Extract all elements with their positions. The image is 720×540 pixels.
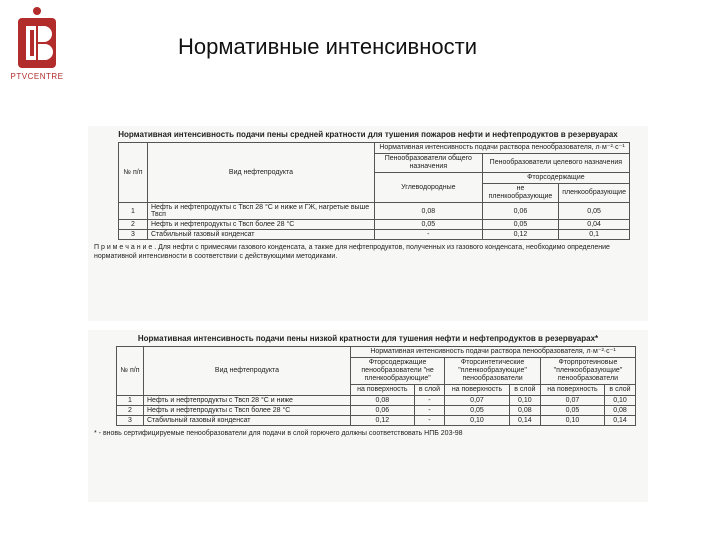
table-row bbox=[119, 220, 630, 230]
row-value: 0,06 bbox=[482, 203, 559, 220]
row-product: Нефть и нефтепродукты с Твсп 28 °С и ниже и ГЖ, нагретые выше Твсп bbox=[148, 203, 375, 220]
row-value: - bbox=[414, 396, 445, 406]
row-product: Нефть и нефтепродукты с Твсп 28 °С и ниже bbox=[144, 396, 351, 406]
row-value: 0,08 bbox=[605, 406, 636, 416]
table1-header-film: пленкообразующие bbox=[559, 184, 630, 203]
table1 bbox=[118, 142, 630, 240]
table1-header-non-film: не пленкообразующие bbox=[482, 184, 559, 203]
scan-table-low-expansion bbox=[88, 330, 648, 502]
row-value: 0,10 bbox=[605, 396, 636, 406]
row-value: 0,08 bbox=[351, 396, 415, 406]
row-value: 0,06 bbox=[351, 406, 415, 416]
row-number: 1 bbox=[117, 396, 144, 406]
row-number: 3 bbox=[117, 416, 144, 426]
table-row bbox=[117, 396, 636, 406]
table1-header-intensity: Нормативная интенсивность подачи раствора пенообразователя, л·м⁻²·с⁻¹ bbox=[375, 143, 630, 154]
row-value: - bbox=[414, 406, 445, 416]
table2-header-group1: Фторсодержащие пенообразователи "не пленкообразующие" bbox=[351, 358, 445, 385]
table1-note: П р и м е ч а н и е . Для нефти с примесями газового конденсата, а также для нефтепродуктов, полученных из газового конденсата, необходимо определение нормативной интенсивности в соответствии с действующими методиками. bbox=[94, 244, 610, 260]
table1-title: Нормативная интенсивность подачи пены средней кратности для тушения пожаров нефти и нефтепродуктов в резервуарах bbox=[118, 130, 618, 139]
table2-header-intensity: Нормативная интенсивность подачи раствора пенообразователя, л·м⁻²·с⁻¹ bbox=[351, 347, 636, 358]
row-value: 0,07 bbox=[445, 396, 510, 406]
scan-table-medium-expansion bbox=[88, 126, 648, 321]
table-row bbox=[119, 230, 630, 240]
row-value: 0,14 bbox=[509, 416, 540, 426]
table-row bbox=[117, 406, 636, 416]
row-value: 0,1 bbox=[559, 230, 630, 240]
logo-text: PTVCENTRE bbox=[10, 72, 64, 81]
table2-header-layer: в слой bbox=[605, 385, 636, 396]
ptvcentre-logo bbox=[8, 6, 66, 88]
table-row bbox=[119, 203, 630, 220]
table2 bbox=[116, 346, 636, 426]
table2-header-product: Вид нефтепродукта bbox=[144, 347, 351, 396]
table2-header-group3: Фторпротеиновые "пленкообразующие" пенообразователи bbox=[540, 358, 635, 385]
row-value: 0,10 bbox=[509, 396, 540, 406]
table1-header-product: Вид нефтепродукта bbox=[148, 143, 375, 203]
row-value: 0,05 bbox=[375, 220, 483, 230]
table2-header-layer: в слой bbox=[414, 385, 445, 396]
row-number: 2 bbox=[119, 220, 148, 230]
row-product: Стабильный газовый конденсат bbox=[144, 416, 351, 426]
table1-header-target: Пенообразователи целевого назначения bbox=[482, 154, 629, 173]
table2-header-num: № п/п bbox=[117, 347, 144, 396]
table2-header-group2: Фторсинтетические "пленкообразующие" пенообразователи bbox=[445, 358, 541, 385]
row-value: 0,08 bbox=[375, 203, 483, 220]
row-value: 0,08 bbox=[509, 406, 540, 416]
row-product: Стабильный газовый конденсат bbox=[148, 230, 375, 240]
row-product: Нефть и нефтепродукты с Твсп более 28 °С bbox=[148, 220, 375, 230]
row-number: 1 bbox=[119, 203, 148, 220]
table1-header-num: № п/п bbox=[119, 143, 148, 203]
row-value: 0,10 bbox=[445, 416, 510, 426]
table2-title: Нормативная интенсивность подачи пены низкой кратности для тушения нефти и нефтепродуктов в резервуарах* bbox=[137, 334, 599, 343]
row-value: - bbox=[375, 230, 483, 240]
table1-header-general: Пенообразователи общего назначения bbox=[375, 154, 483, 173]
row-value: 0,12 bbox=[482, 230, 559, 240]
table2-header-surface: на поверхность bbox=[540, 385, 604, 396]
row-number: 3 bbox=[119, 230, 148, 240]
row-value: 0,12 bbox=[351, 416, 415, 426]
row-value: 0,04 bbox=[559, 220, 630, 230]
row-value: 0,05 bbox=[482, 220, 559, 230]
table-row bbox=[117, 416, 636, 426]
row-product: Нефть и нефтепродукты с Твсп более 28 °С bbox=[144, 406, 351, 416]
row-value: 0,10 bbox=[540, 416, 604, 426]
table2-header-surface: на поверхность bbox=[351, 385, 415, 396]
table2-header-layer: в слой bbox=[509, 385, 540, 396]
slide-title: Нормативные интенсивности bbox=[178, 34, 477, 59]
row-value: - bbox=[414, 416, 445, 426]
row-value: 0,07 bbox=[540, 396, 604, 406]
row-value: 0,14 bbox=[605, 416, 636, 426]
table1-header-fluorine: Фторсодержащие bbox=[482, 173, 629, 184]
row-number: 2 bbox=[117, 406, 144, 416]
table2-header-surface: на поверхность bbox=[445, 385, 510, 396]
row-value: 0,05 bbox=[559, 203, 630, 220]
row-value: 0,05 bbox=[445, 406, 510, 416]
logo-mark-icon bbox=[8, 6, 66, 70]
table1-header-hydrocarbon: Углеводородные bbox=[375, 173, 483, 203]
row-value: 0,05 bbox=[540, 406, 604, 416]
table2-footnote: * - вновь сертифицируемые пенообразователи для подачи в слой горючего должны соответствовать НПБ 203-98 bbox=[94, 430, 463, 437]
